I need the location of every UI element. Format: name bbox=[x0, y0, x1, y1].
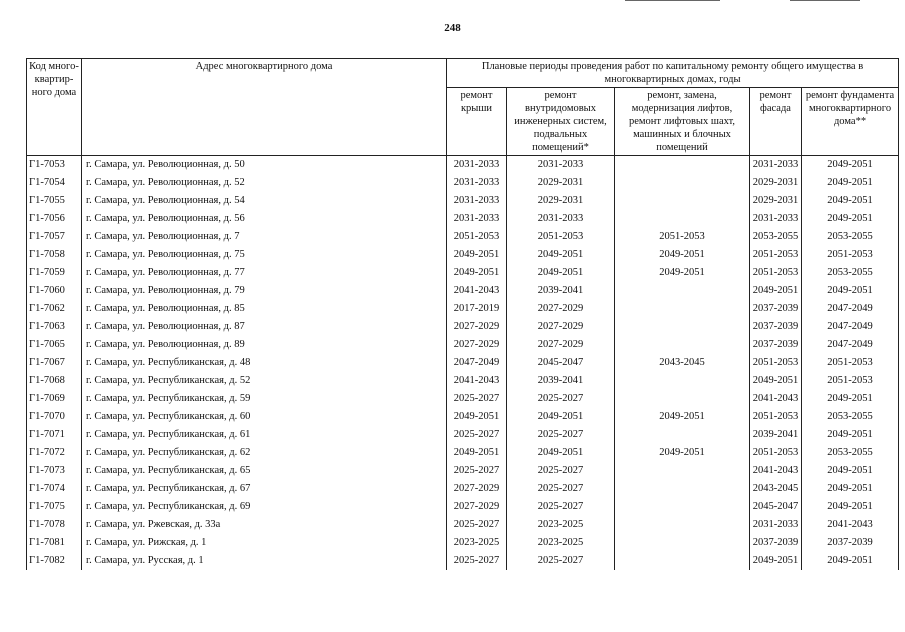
table-row bbox=[27, 174, 899, 192]
code-cell: Г1-7078 bbox=[27, 516, 82, 534]
table-row bbox=[27, 552, 899, 570]
roof-period-cell: 2027-2029 bbox=[447, 318, 507, 336]
foundation-period-cell: 2049-2051 bbox=[802, 498, 899, 516]
roof-period-cell: 2051-2053 bbox=[447, 228, 507, 246]
address-cell: г. Самара, ул. Русская, д. 1 bbox=[82, 552, 447, 570]
foundation-period-cell: 2053-2055 bbox=[802, 444, 899, 462]
table-row bbox=[27, 300, 899, 318]
table-row bbox=[27, 228, 899, 246]
header-address: Адрес многоквартирного дома bbox=[82, 59, 447, 156]
foundation-period-cell: 2049-2051 bbox=[802, 462, 899, 480]
foundation-period-cell: 2053-2055 bbox=[802, 408, 899, 426]
foundation-period-cell: 2051-2053 bbox=[802, 246, 899, 264]
roof-period-cell: 2023-2025 bbox=[447, 534, 507, 552]
header-periods: Плановые периоды проведения работ по капитальному ремонту общего имущества в многоквартирных домах, годы bbox=[447, 59, 899, 88]
address-cell: г. Самара, ул. Ржевская, д. 33а bbox=[82, 516, 447, 534]
systems-period-cell: 2025-2027 bbox=[507, 552, 615, 570]
table-row bbox=[27, 462, 899, 480]
lifts-period-cell bbox=[615, 192, 750, 210]
roof-period-cell: 2027-2029 bbox=[447, 480, 507, 498]
systems-period-cell: 2039-2041 bbox=[507, 372, 615, 390]
foundation-period-cell: 2053-2055 bbox=[802, 228, 899, 246]
address-cell: г. Самара, ул. Республиканская, д. 48 bbox=[82, 354, 447, 372]
table-row bbox=[27, 192, 899, 210]
roof-period-cell: 2049-2051 bbox=[447, 408, 507, 426]
facade-period-cell: 2037-2039 bbox=[750, 318, 802, 336]
lifts-period-cell bbox=[615, 498, 750, 516]
lifts-period-cell bbox=[615, 372, 750, 390]
table-row bbox=[27, 246, 899, 264]
systems-period-cell: 2023-2025 bbox=[507, 534, 615, 552]
lifts-period-cell bbox=[615, 336, 750, 354]
roof-period-cell: 2027-2029 bbox=[447, 336, 507, 354]
facade-period-cell: 2051-2053 bbox=[750, 264, 802, 282]
roof-period-cell: 2041-2043 bbox=[447, 282, 507, 300]
facade-period-cell: 2037-2039 bbox=[750, 534, 802, 552]
code-cell: Г1-7057 bbox=[27, 228, 82, 246]
code-cell: Г1-7058 bbox=[27, 246, 82, 264]
table-row bbox=[27, 444, 899, 462]
systems-period-cell: 2029-2031 bbox=[507, 192, 615, 210]
foundation-period-cell: 2049-2051 bbox=[802, 156, 899, 175]
lifts-period-cell bbox=[615, 390, 750, 408]
facade-period-cell: 2049-2051 bbox=[750, 552, 802, 570]
foundation-period-cell: 2049-2051 bbox=[802, 210, 899, 228]
lifts-period-cell bbox=[615, 210, 750, 228]
table-row bbox=[27, 426, 899, 444]
lifts-period-cell: 2051-2053 bbox=[615, 228, 750, 246]
address-cell: г. Самара, ул. Революционная, д. 75 bbox=[82, 246, 447, 264]
address-cell: г. Самара, ул. Республиканская, д. 65 bbox=[82, 462, 447, 480]
table-row bbox=[27, 498, 899, 516]
roof-period-cell: 2025-2027 bbox=[447, 426, 507, 444]
code-cell: Г1-7068 bbox=[27, 372, 82, 390]
systems-period-cell: 2045-2047 bbox=[507, 354, 615, 372]
address-cell: г. Самара, ул. Революционная, д. 7 bbox=[82, 228, 447, 246]
roof-period-cell: 2031-2033 bbox=[447, 156, 507, 175]
systems-period-cell: 2025-2027 bbox=[507, 426, 615, 444]
facade-period-cell: 2039-2041 bbox=[750, 426, 802, 444]
address-cell: г. Самара, ул. Республиканская, д. 52 bbox=[82, 372, 447, 390]
lifts-period-cell bbox=[615, 462, 750, 480]
facade-period-cell: 2045-2047 bbox=[750, 498, 802, 516]
code-cell: Г1-7070 bbox=[27, 408, 82, 426]
foundation-period-cell: 2049-2051 bbox=[802, 390, 899, 408]
address-cell: г. Самара, ул. Республиканская, д. 61 bbox=[82, 426, 447, 444]
code-cell: Г1-7081 bbox=[27, 534, 82, 552]
table-row bbox=[27, 480, 899, 498]
foundation-period-cell: 2047-2049 bbox=[802, 300, 899, 318]
roof-period-cell: 2025-2027 bbox=[447, 552, 507, 570]
roof-period-cell: 2027-2029 bbox=[447, 498, 507, 516]
lifts-period-cell bbox=[615, 480, 750, 498]
roof-period-cell: 2031-2033 bbox=[447, 192, 507, 210]
foundation-period-cell: 2049-2051 bbox=[802, 552, 899, 570]
facade-period-cell: 2051-2053 bbox=[750, 354, 802, 372]
lifts-period-cell bbox=[615, 516, 750, 534]
systems-period-cell: 2049-2051 bbox=[507, 246, 615, 264]
facade-period-cell: 2031-2033 bbox=[750, 156, 802, 175]
lifts-period-cell: 2049-2051 bbox=[615, 264, 750, 282]
table-row bbox=[27, 210, 899, 228]
facade-period-cell: 2051-2053 bbox=[750, 246, 802, 264]
systems-period-cell: 2025-2027 bbox=[507, 480, 615, 498]
systems-period-cell: 2049-2051 bbox=[507, 408, 615, 426]
roof-period-cell: 2025-2027 bbox=[447, 516, 507, 534]
roof-period-cell: 2031-2033 bbox=[447, 210, 507, 228]
table-row bbox=[27, 336, 899, 354]
address-cell: г. Самара, ул. Рижская, д. 1 bbox=[82, 534, 447, 552]
facade-period-cell: 2029-2031 bbox=[750, 174, 802, 192]
table-row bbox=[27, 372, 899, 390]
code-cell: Г1-7072 bbox=[27, 444, 82, 462]
table-row bbox=[27, 534, 899, 552]
foundation-period-cell: 2049-2051 bbox=[802, 282, 899, 300]
table-row bbox=[27, 264, 899, 282]
roof-period-cell: 2049-2051 bbox=[447, 444, 507, 462]
address-cell: г. Самара, ул. Революционная, д. 56 bbox=[82, 210, 447, 228]
address-cell: г. Самара, ул. Республиканская, д. 62 bbox=[82, 444, 447, 462]
header-code: Код много-квартир-ного дома bbox=[27, 59, 82, 156]
header-facade: ремонт фасада bbox=[750, 88, 802, 156]
roof-period-cell: 2025-2027 bbox=[447, 390, 507, 408]
address-cell: г. Самара, ул. Революционная, д. 87 bbox=[82, 318, 447, 336]
facade-period-cell: 2037-2039 bbox=[750, 336, 802, 354]
systems-period-cell: 2025-2027 bbox=[507, 498, 615, 516]
code-cell: Г1-7063 bbox=[27, 318, 82, 336]
facade-period-cell: 2051-2053 bbox=[750, 408, 802, 426]
systems-period-cell: 2027-2029 bbox=[507, 300, 615, 318]
code-cell: Г1-7071 bbox=[27, 426, 82, 444]
address-cell: г. Самара, ул. Революционная, д. 54 bbox=[82, 192, 447, 210]
foundation-period-cell: 2049-2051 bbox=[802, 192, 899, 210]
lifts-period-cell bbox=[615, 174, 750, 192]
foundation-period-cell: 2051-2053 bbox=[802, 372, 899, 390]
address-cell: г. Самара, ул. Революционная, д. 89 bbox=[82, 336, 447, 354]
lifts-period-cell bbox=[615, 282, 750, 300]
table-row bbox=[27, 408, 899, 426]
foundation-period-cell: 2051-2053 bbox=[802, 354, 899, 372]
systems-period-cell: 2031-2033 bbox=[507, 210, 615, 228]
page-number: 248 bbox=[444, 22, 461, 34]
header-lifts: ремонт, замена, модернизация лифтов, ремонт лифтовых шахт, машинных и блочных помещений bbox=[615, 88, 750, 156]
facade-period-cell: 2043-2045 bbox=[750, 480, 802, 498]
lifts-period-cell bbox=[615, 426, 750, 444]
address-cell: г. Самара, ул. Революционная, д. 79 bbox=[82, 282, 447, 300]
address-cell: г. Самара, ул. Революционная, д. 85 bbox=[82, 300, 447, 318]
header-row-1 bbox=[27, 59, 899, 88]
code-cell: Г1-7069 bbox=[27, 390, 82, 408]
systems-period-cell: 2039-2041 bbox=[507, 282, 615, 300]
systems-period-cell: 2031-2033 bbox=[507, 156, 615, 175]
systems-period-cell: 2027-2029 bbox=[507, 336, 615, 354]
address-cell: г. Самара, ул. Республиканская, д. 60 bbox=[82, 408, 447, 426]
code-cell: Г1-7073 bbox=[27, 462, 82, 480]
code-cell: Г1-7054 bbox=[27, 174, 82, 192]
header-foundation: ремонт фундамента многоквартирного дома** bbox=[802, 88, 899, 156]
code-cell: Г1-7075 bbox=[27, 498, 82, 516]
roof-period-cell: 2049-2051 bbox=[447, 264, 507, 282]
code-cell: Г1-7062 bbox=[27, 300, 82, 318]
address-cell: г. Самара, ул. Революционная, д. 50 bbox=[82, 156, 447, 175]
systems-period-cell: 2027-2029 bbox=[507, 318, 615, 336]
code-cell: Г1-7082 bbox=[27, 552, 82, 570]
address-cell: г. Самара, ул. Республиканская, д. 67 bbox=[82, 480, 447, 498]
code-cell: Г1-7056 bbox=[27, 210, 82, 228]
roof-period-cell: 2049-2051 bbox=[447, 246, 507, 264]
header-roof: ремонт крыши bbox=[447, 88, 507, 156]
facade-period-cell: 2053-2055 bbox=[750, 228, 802, 246]
lifts-period-cell: 2043-2045 bbox=[615, 354, 750, 372]
table-body bbox=[27, 156, 899, 571]
address-cell: г. Самара, ул. Республиканская, д. 59 bbox=[82, 390, 447, 408]
facade-period-cell: 2051-2053 bbox=[750, 444, 802, 462]
lifts-period-cell bbox=[615, 300, 750, 318]
facade-period-cell: 2049-2051 bbox=[750, 372, 802, 390]
roof-period-cell: 2041-2043 bbox=[447, 372, 507, 390]
systems-period-cell: 2049-2051 bbox=[507, 444, 615, 462]
repair-schedule-table bbox=[26, 58, 899, 570]
code-cell: Г1-7060 bbox=[27, 282, 82, 300]
scan-rule-left bbox=[625, 0, 720, 1]
code-cell: Г1-7055 bbox=[27, 192, 82, 210]
systems-period-cell: 2023-2025 bbox=[507, 516, 615, 534]
table-row bbox=[27, 390, 899, 408]
facade-period-cell: 2031-2033 bbox=[750, 516, 802, 534]
header-systems: ремонт внутридомовых инженерных систем, подвальных помещений* bbox=[507, 88, 615, 156]
foundation-period-cell: 2049-2051 bbox=[802, 480, 899, 498]
table-row bbox=[27, 282, 899, 300]
lifts-period-cell bbox=[615, 318, 750, 336]
table-row bbox=[27, 156, 899, 175]
code-cell: Г1-7065 bbox=[27, 336, 82, 354]
facade-period-cell: 2049-2051 bbox=[750, 282, 802, 300]
facade-period-cell: 2031-2033 bbox=[750, 210, 802, 228]
foundation-period-cell: 2047-2049 bbox=[802, 318, 899, 336]
lifts-period-cell bbox=[615, 552, 750, 570]
systems-period-cell: 2029-2031 bbox=[507, 174, 615, 192]
table-row bbox=[27, 354, 899, 372]
foundation-period-cell: 2053-2055 bbox=[802, 264, 899, 282]
lifts-period-cell bbox=[615, 534, 750, 552]
systems-period-cell: 2051-2053 bbox=[507, 228, 615, 246]
roof-period-cell: 2047-2049 bbox=[447, 354, 507, 372]
table-row bbox=[27, 318, 899, 336]
facade-period-cell: 2041-2043 bbox=[750, 390, 802, 408]
roof-period-cell: 2025-2027 bbox=[447, 462, 507, 480]
table-row bbox=[27, 516, 899, 534]
foundation-period-cell: 2037-2039 bbox=[802, 534, 899, 552]
code-cell: Г1-7067 bbox=[27, 354, 82, 372]
address-cell: г. Самара, ул. Республиканская, д. 69 bbox=[82, 498, 447, 516]
address-cell: г. Самара, ул. Революционная, д. 52 bbox=[82, 174, 447, 192]
lifts-period-cell: 2049-2051 bbox=[615, 246, 750, 264]
systems-period-cell: 2025-2027 bbox=[507, 390, 615, 408]
roof-period-cell: 2017-2019 bbox=[447, 300, 507, 318]
foundation-period-cell: 2049-2051 bbox=[802, 426, 899, 444]
foundation-period-cell: 2049-2051 bbox=[802, 174, 899, 192]
facade-period-cell: 2029-2031 bbox=[750, 192, 802, 210]
code-cell: Г1-7059 bbox=[27, 264, 82, 282]
systems-period-cell: 2025-2027 bbox=[507, 462, 615, 480]
systems-period-cell: 2049-2051 bbox=[507, 264, 615, 282]
scan-rule-right bbox=[790, 0, 860, 1]
lifts-period-cell bbox=[615, 156, 750, 175]
facade-period-cell: 2037-2039 bbox=[750, 300, 802, 318]
facade-period-cell: 2041-2043 bbox=[750, 462, 802, 480]
address-cell: г. Самара, ул. Революционная, д. 77 bbox=[82, 264, 447, 282]
roof-period-cell: 2031-2033 bbox=[447, 174, 507, 192]
foundation-period-cell: 2041-2043 bbox=[802, 516, 899, 534]
code-cell: Г1-7053 bbox=[27, 156, 82, 175]
lifts-period-cell: 2049-2051 bbox=[615, 408, 750, 426]
foundation-period-cell: 2047-2049 bbox=[802, 336, 899, 354]
code-cell: Г1-7074 bbox=[27, 480, 82, 498]
lifts-period-cell: 2049-2051 bbox=[615, 444, 750, 462]
